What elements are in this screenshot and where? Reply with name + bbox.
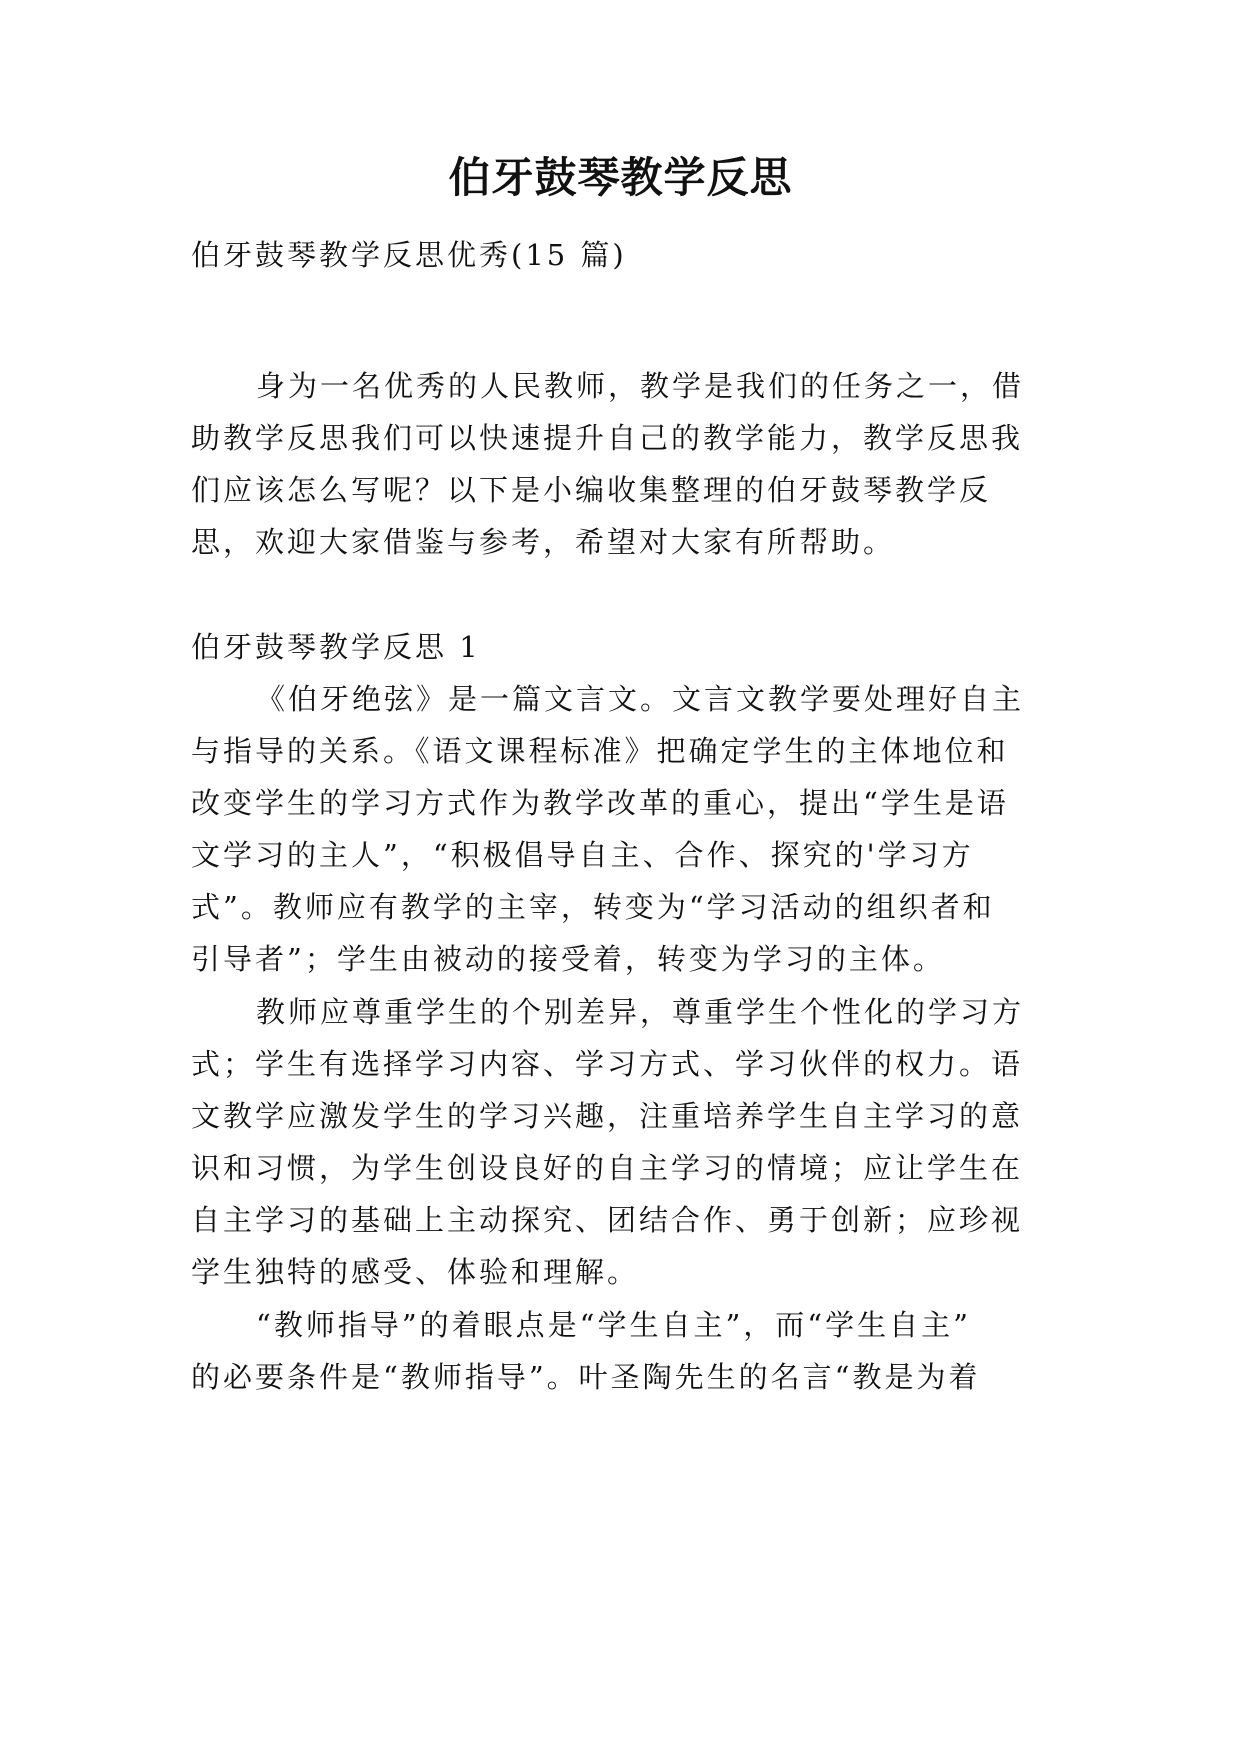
paragraph-line: 引导者”；学生由被动的接受着，转变为学习的主体。	[191, 942, 945, 976]
intro-line: 思，欢迎大家借鉴与参考，希望对大家有所帮助。	[191, 525, 896, 559]
paragraph-line: 文学习的主人”，“积极倡导自主、合作、探究的'学习方	[191, 838, 974, 872]
paragraph-line: 改变学生的学习方式作为教学改革的重心，提出“学生是语	[191, 786, 1009, 820]
intro-line: 们应该怎么写呢？以下是小编收集整理的伯牙鼓琴教学反	[191, 473, 992, 507]
paragraph-line: “教师指导”的着眼点是“学生自主”，而“学生自主”	[256, 1308, 971, 1342]
page-title: 伯牙鼓琴教学反思	[448, 153, 793, 202]
paragraph-line: 与指导的关系。《语文课程标准》把确定学生的主体地位和	[191, 734, 1009, 768]
paragraph-line: 《伯牙绝弦》是一篇文言文。文言文教学要处理好自主	[256, 682, 1025, 716]
paragraph-line: 文教学应激发学生的学习兴趣，注重培养学生自主学习的意	[191, 1099, 1024, 1133]
paragraph-line: 自主学习的基础上主动探究、团结合作、勇于创新；应珍视	[191, 1203, 1024, 1237]
paragraph-line: 教师应尊重学生的个别差异，尊重学生个性化的学习方	[256, 995, 1025, 1029]
section-heading: 伯牙鼓琴教学反思 1	[191, 630, 481, 664]
paragraph-line: 式；学生有选择学习内容、学习方式、学习伙伴的权力。语	[191, 1047, 1024, 1081]
paragraph-line: 识和习惯，为学生创设良好的自主学习的情境；应让学生在	[191, 1151, 1024, 1185]
paragraph-line: 式”。教师应有教学的主宰，转变为“学习活动的组织者和	[191, 890, 995, 924]
intro-line: 身为一名优秀的人民教师，教学是我们的任务之一，借	[256, 369, 1025, 403]
paragraph-line: 的必要条件是“教师指导”。叶圣陶先生的名言“教是为着	[191, 1360, 981, 1394]
document-subtitle: 伯牙鼓琴教学反思优秀(15 篇)	[191, 238, 627, 272]
paragraph-line: 学生独特的感受、体验和理解。	[191, 1255, 640, 1289]
intro-line: 助教学反思我们可以快速提升自己的教学能力，教学反思我	[191, 421, 1024, 455]
